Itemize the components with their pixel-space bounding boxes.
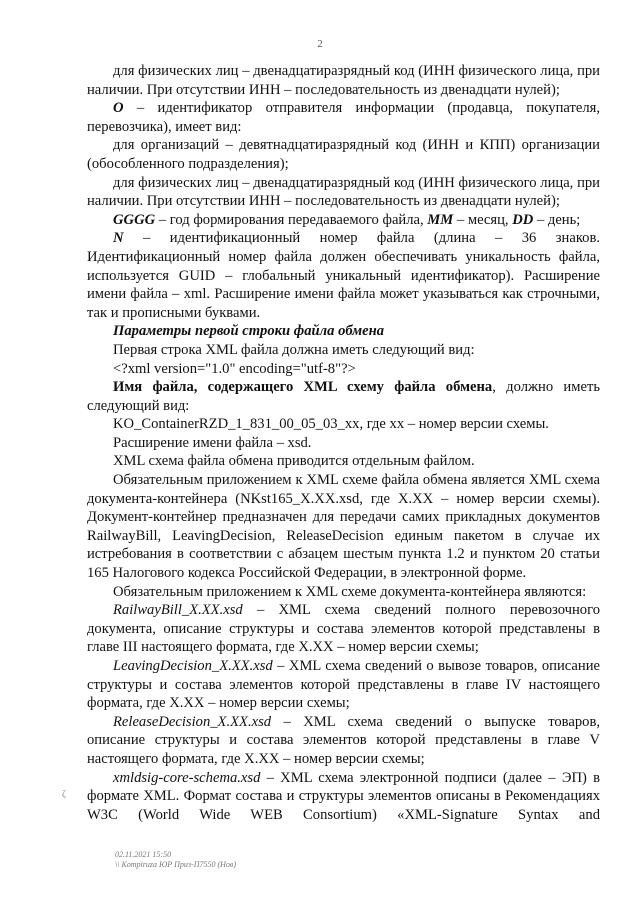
paragraph (87, 229, 600, 322)
term-o: O (113, 100, 124, 117)
heading-text: Параметры первой строки файла обмена (113, 323, 385, 340)
text: – идентификационный номер файла (длина – 36 знаков. Идентификационный номер файла должен обеспечивать уникальность файла, используется GUID – глобальный уникальный идентификатор). Расширение имени файла – xml. Расширение имени файла может указываться как строчными, так и прописными буквами. (87, 230, 600, 321)
text: – XML схема сведений о выпуске товаров, описание структуры и состава элементов которой представлены в главе V настоящего формата, где X.XX – номер версии схемы; (87, 713, 600, 767)
footer-stamp (115, 850, 236, 870)
term-leavingdecision: LeavingDecision_X.XX.xsd (113, 658, 273, 674)
term-n: N (113, 230, 124, 247)
text: – XML схема сведений полного перевозочного документа, описание структуры и состава элементов которой представлены в главе III настоящего формата, где X.XX – номер версии схемы; (87, 602, 600, 656)
text: для физических лиц – двенадцатиразрядный код (ИНН физического лица, при наличии. При отсутствии ИНН – последовательность из двенадцати нулей); (87, 63, 600, 98)
paragraph (87, 136, 600, 173)
text: , должно иметь следующий вид: (87, 379, 600, 414)
margin-mark: ζ (62, 789, 66, 799)
paragraph (87, 434, 600, 453)
text: Обязательным приложением к XML схеме файла обмена является XML схема документа-контейнера (NKst165_X.XX.xsd, где X.XX – номер версии схемы). Документ-контейнер предназначен для передачи самих прикладных документов RailwayBill, LeavingDecision, ReleaseDecision единым пакетом в случае их истребования в соответствии с абзацем шестым пункта 1.2 и пунктом 20 статьи 165 Налогового кодекса Российской Федерации, в электронной форме. (87, 472, 600, 582)
paragraph (87, 378, 600, 415)
term-railwaybill: RailwayBill_X.XX.xsd (113, 602, 243, 619)
paragraph (87, 62, 600, 99)
paragraph (87, 415, 600, 434)
bold-text: Имя файла, содержащего XML схему файла обмена (113, 379, 493, 396)
paragraph (87, 211, 600, 230)
paragraph (87, 471, 600, 583)
paragraph (87, 341, 600, 360)
text: – идентификатор отправителя информации (продавца, покупателя, перевозчика), имеет вид: (87, 100, 600, 135)
paragraph (87, 713, 600, 769)
paragraph (87, 657, 600, 713)
term-xmldsig: xmldsig-core-schema.xsd (113, 769, 261, 786)
term-releasedecision: ReleaseDecision_X.XX.xsd (113, 713, 272, 730)
text: KO_ContainerRZD_1_831_00_05_03_xx, где xx – номер версии схемы. (113, 416, 549, 433)
text: для физических лиц – двенадцатиразрядный код (ИНН физического лица, при наличии. При отсутствии ИНН – последовательность из двенадцати нулей); (87, 174, 600, 210)
xml-declaration: <?xml version="1.0" encoding="utf-8"?> (113, 360, 356, 377)
footer-path: \\ Kompiruza ЮР Приз-П7550 (Нов) (115, 860, 237, 869)
paragraph (87, 174, 600, 211)
term-mm: MM (427, 211, 454, 228)
paragraph (87, 601, 600, 657)
paragraph (87, 99, 600, 136)
paragraph (87, 452, 600, 471)
text: Расширение имени файла – xsd. (113, 434, 312, 451)
text: – месяц, (453, 211, 513, 228)
text: – XML схема сведений о вывозе товаров, описание структуры и состава элементов которой представлены в главе IV настоящего формата, где X.XX – номер версии схемы; (87, 658, 600, 712)
section-heading (87, 322, 600, 341)
text: – день; (533, 211, 581, 228)
text: Первая строка XML файла должна иметь следующий вид: (113, 341, 475, 358)
page-body (87, 62, 600, 824)
term-gggg: GGGG (113, 211, 156, 228)
term-dd: DD (512, 211, 534, 228)
paragraph (87, 360, 600, 379)
text: – год формирования передаваемого файла, (155, 211, 428, 228)
paragraph (87, 769, 600, 825)
text: – XML схема электронной подписи (далее – ЭП) в формате XML. Формат состава и структуры элементов описаны в Рекомендациях W3C (World Wide WEB Consortium) «XML-Signature Syntax and (87, 769, 600, 823)
text: для организаций – девятнадцатиразрядный код (ИНН и КПП) организации (обособленного подразделения); (87, 137, 600, 172)
text: Обязательным приложением к XML схеме документа-контейнера являются: (113, 583, 587, 600)
footer-timestamp: 02.11.2021 15:50 (115, 850, 172, 859)
text: XML схема файла обмена приводится отдельным файлом. (113, 453, 475, 470)
page-number: 2 (317, 38, 323, 50)
paragraph (87, 583, 600, 602)
